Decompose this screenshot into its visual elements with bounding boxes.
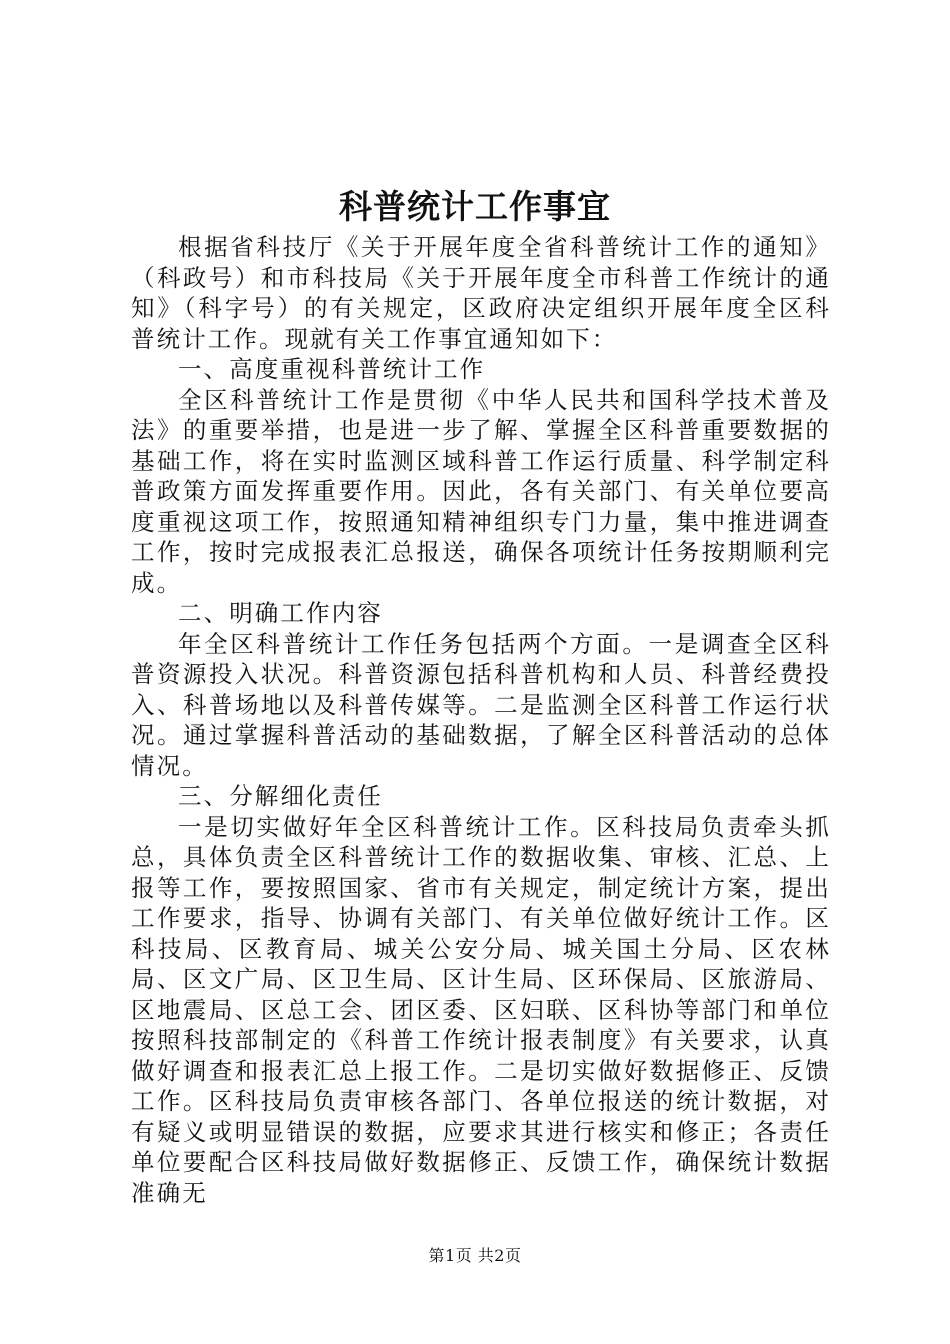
section-heading-1: 一、高度重视科普统计工作	[178, 355, 486, 383]
document-title: 科普统计工作事宜	[339, 187, 611, 226]
section-heading-3: 三、分解细化责任	[178, 782, 383, 810]
page-number-footer: 第1页 共2页	[428, 1246, 522, 1265]
section-1-paragraph: 全区科普统计工作是贯彻《中华人民共和国科学技术普及法》的重要举措，也是进一步了解、掌握全区科普重要数据的基础工作，将在实时监测区域科普工作运行质量、科学制定科普政策方面发挥重要作用。因此，各有关部门、有关单位要高度重视这项工作，按照通知精神组织专门力量，集中推进调查工作，按时完成报表汇总报送，确保各项统计任务按期顺利完成。	[131, 385, 831, 597]
intro-paragraph: 根据省科技厅《关于开展年度全省科普统计工作的通知》（科政号）和市科技局《关于开展年度全市科普工作统计的通知》（科字号）的有关规定，区政府决定组织开展年度全区科普统计工作。现就有关工作事宜通知如下：	[131, 233, 831, 353]
section-3-paragraph: 一是切实做好年全区科普统计工作。区科技局负责牵头抓总，具体负责全区科普统计工作的数据收集、审核、汇总、上报等工作，要按照国家、省市有关规定，制定统计方案，提出工作要求，指导、协调有关部门、有关单位做好统计工作。区科技局、区教育局、城关公安分局、城关国土分局、区农林局、区文广局、区卫生局、区计生局、区环保局、区旅游局、区地震局、区总工会、团区委、区妇联、区科协等部门和单位按照科技部制定的《科普工作统计报表制度》有关要求，认真做好调查和报表汇总上报工作。二是切实做好数据修正、反馈工作。区科技局负责审核各部门、各单位报送的统计数据，对有疑义或明显错误的数据，应要求其进行核实和修正；各责任单位要配合区科技局做好数据修正、反馈工作，确保统计数据准确无	[131, 812, 831, 1207]
section-2-paragraph: 年全区科普统计工作任务包括两个方面。一是调查全区科普资源投入状况。科普资源包括科普机构和人员、科普经费投入、科普场地以及科普传媒等。二是监测全区科普工作运行状况。通过掌握科普活动的基础数据，了解全区科普活动的总体情况。	[131, 629, 831, 780]
document-body	[131, 232, 831, 1208]
section-heading-2: 二、明确工作内容	[178, 599, 383, 627]
